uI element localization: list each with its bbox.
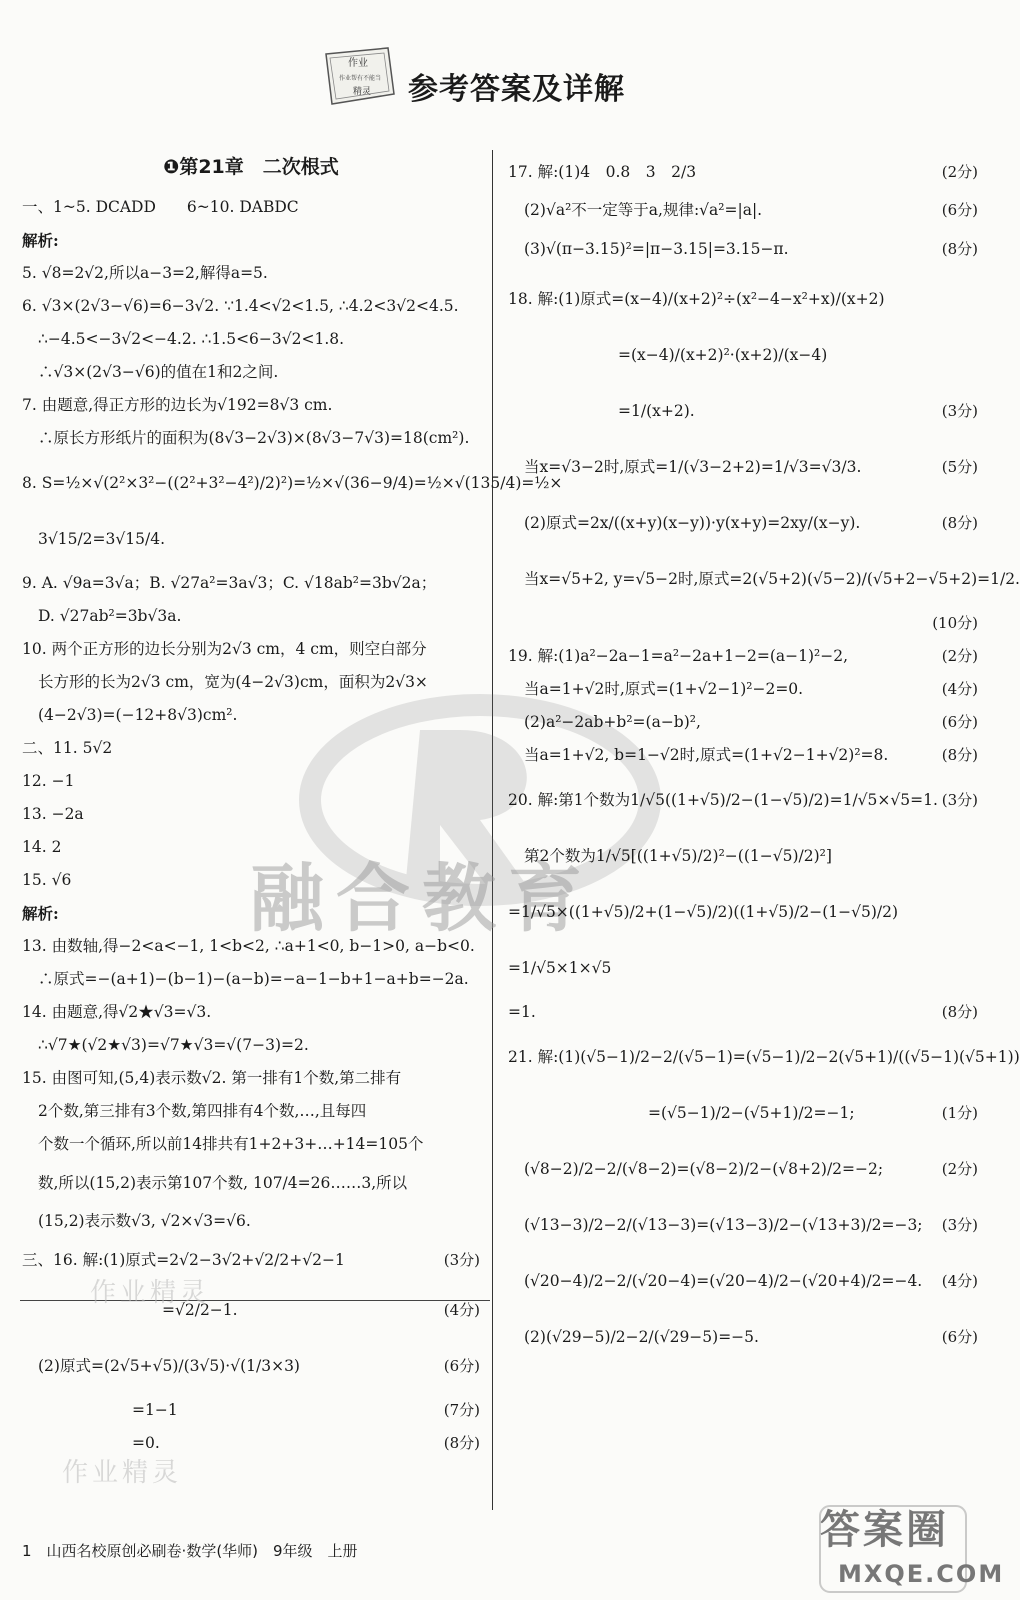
answer-line bbox=[22, 1128, 480, 1161]
answer-text: =(√5−1)/2−(√5+1)/2=−1; bbox=[648, 1104, 855, 1122]
answer-line bbox=[22, 567, 480, 600]
answer-line bbox=[22, 699, 480, 732]
score-mark: (3分) bbox=[941, 791, 978, 809]
answer-line bbox=[508, 996, 978, 1029]
answer-line bbox=[508, 150, 978, 194]
answer-text: 9. A. √9a=3√a；B. √27a²=3a√3；C. √18ab²=3b√2a； bbox=[22, 573, 437, 592]
score-mark: (6分) bbox=[941, 1328, 978, 1346]
homework-seal-icon bbox=[318, 44, 398, 110]
answer-line bbox=[22, 511, 480, 567]
answer-text: ∴√7★(√2★√3)=√7★√3=√(7−3)=2. bbox=[38, 1035, 309, 1054]
answer-line bbox=[508, 1029, 1020, 1085]
answer-text: 解析: bbox=[22, 230, 59, 250]
answer-line bbox=[22, 191, 480, 224]
answer-line bbox=[22, 732, 480, 765]
score-mark: (10分) bbox=[932, 614, 978, 632]
answer-line bbox=[22, 290, 480, 323]
answer-text: 14. 由题意,得√2★√3=√3. bbox=[22, 1002, 212, 1021]
answer-line bbox=[22, 633, 480, 666]
page-footer: 1 山西名校原创必刷卷·数学(华师) 9年级 上册 bbox=[22, 1542, 358, 1560]
answer-line bbox=[22, 897, 480, 930]
answer-text: 15. √6 bbox=[22, 870, 72, 889]
page-header bbox=[0, 38, 996, 128]
answer-text: 当a=1+√2, b=1−√2时,原式=(1+√2−1+√2)²=8. bbox=[524, 746, 889, 764]
answer-text: 12. −1 bbox=[22, 771, 75, 790]
score-mark: (4分) bbox=[941, 1272, 978, 1290]
answer-line bbox=[508, 194, 978, 227]
answer-text: =0. bbox=[132, 1433, 160, 1452]
right-column bbox=[508, 150, 1020, 1365]
seal-line-2: 作业帮有不能当 bbox=[338, 75, 382, 82]
corner-watermark-url: MXQE.COM bbox=[838, 1560, 1005, 1588]
answer-line bbox=[22, 666, 480, 699]
answer-text: 7. 由题意,得正方形的边长为√192=8√3 cm. bbox=[22, 395, 333, 414]
answer-line bbox=[22, 831, 480, 864]
score-mark: (6分) bbox=[941, 713, 978, 731]
answer-line bbox=[22, 422, 480, 455]
answer-line bbox=[22, 864, 480, 897]
score-mark: (4分) bbox=[443, 1300, 480, 1319]
answer-line bbox=[22, 224, 480, 257]
answer-line bbox=[22, 1338, 480, 1394]
score-mark: (3分) bbox=[941, 1216, 978, 1234]
score-mark: (2分) bbox=[941, 647, 978, 665]
answer-text: 第2个数为1/√5[((1+√5)/2)²−((1−√5)/2)²] bbox=[524, 847, 832, 865]
answer-line bbox=[508, 1197, 978, 1253]
answer-line bbox=[22, 600, 480, 633]
answer-text: 14. 2 bbox=[22, 837, 62, 856]
score-mark: (3分) bbox=[443, 1250, 480, 1269]
answer-line bbox=[508, 673, 978, 706]
chapter-title: ❶第21章 二次根式 bbox=[163, 156, 339, 178]
answer-line bbox=[22, 765, 480, 798]
answer-text: (√8−2)/2−2/(√8−2)=(√8−2)/2−(√8+2)/2=−2; bbox=[524, 1160, 884, 1178]
score-mark: (8分) bbox=[941, 514, 978, 532]
watermark-small-1: 作业精灵 bbox=[90, 1278, 211, 1308]
answer-line bbox=[22, 1394, 480, 1427]
answer-text: 三、16. 解:(1)原式=2√2−3√2+√2/2+√2−1 bbox=[22, 1250, 345, 1269]
answer-line bbox=[22, 257, 480, 290]
answer-text: 21. 解:(1)(√5−1)/2−2/(√5−1)=(√5−1)/2−2(√5+1)/((√5−1)(√5+1)) bbox=[508, 1048, 1020, 1066]
watermark-small-2: 作业精灵 bbox=[62, 1458, 183, 1488]
answer-text: 当x=√5+2, y=√5−2时,原式=2(√5+2)(√5−2)/(√5+2−√5+2)=1/2. bbox=[524, 570, 1020, 588]
answer-text: =1−1 bbox=[132, 1400, 178, 1419]
right-answer-list bbox=[508, 150, 1020, 1365]
answer-line bbox=[508, 383, 978, 439]
seal-line-1: 作业 bbox=[348, 58, 368, 69]
watermark-text: 融合教育 bbox=[250, 856, 594, 942]
answer-line bbox=[508, 607, 978, 640]
answer-line bbox=[508, 739, 978, 772]
answer-text: =(x−4)/(x+2)²·(x+2)/(x−4) bbox=[618, 346, 828, 364]
score-mark: (6分) bbox=[941, 201, 978, 219]
answer-text: 3√15/2=3√15/4. bbox=[38, 529, 166, 548]
answer-text: 15. 由图可知,(5,4)表示数√2. 第一排有1个数,第二排有 bbox=[22, 1068, 402, 1087]
score-mark: (8分) bbox=[941, 240, 978, 258]
answer-line bbox=[22, 455, 563, 511]
score-mark: (7分) bbox=[443, 1400, 480, 1419]
answer-text: (4−2√3)=(−12+8√3)cm². bbox=[38, 705, 238, 724]
answer-line bbox=[22, 996, 480, 1029]
score-mark: (2分) bbox=[941, 163, 978, 181]
answer-line bbox=[508, 551, 1020, 607]
answer-line bbox=[22, 1029, 480, 1062]
answer-text: 6. √3×(2√3−√6)=6−3√2. ∵1.4<√2<1.5, ∴4.2<3√2<4.5. bbox=[22, 296, 459, 315]
answer-line bbox=[508, 495, 978, 551]
answer-line bbox=[508, 828, 978, 884]
answer-text: (15,2)表示数√3, √2×√3=√6. bbox=[38, 1211, 251, 1230]
answer-line bbox=[508, 439, 978, 495]
answer-line bbox=[508, 1141, 978, 1197]
score-mark: (5分) bbox=[941, 458, 978, 476]
answer-line bbox=[22, 323, 480, 356]
answer-line bbox=[22, 963, 480, 996]
answer-text: 19. 解:(1)a²−2a−1=a²−2a+1−2=(a−1)²−2, bbox=[508, 647, 849, 665]
answer-text: 13. 由数轴,得−2<a<−1, 1<b<2, ∴a+1<0, b−1>0, a−b<0. bbox=[22, 936, 475, 955]
answer-text: =1/√5×1×√5 bbox=[508, 959, 612, 977]
answer-text: 20. 解:第1个数为1/√5((1+√5)/2−(1−√5)/2)=1/√5×√5=1. bbox=[508, 791, 938, 809]
answer-line bbox=[22, 1282, 480, 1338]
answer-line bbox=[508, 706, 978, 739]
answer-text: D. √27ab²=3b√3a. bbox=[38, 606, 182, 625]
answer-text: 一、1~5. DCADD 6~10. DABDC bbox=[22, 197, 299, 216]
score-mark: (1分) bbox=[941, 1104, 978, 1122]
answer-line bbox=[22, 1427, 480, 1460]
answer-text: 当x=√3−2时,原式=1/(√3−2+2)=1/√3=√3/3. bbox=[524, 458, 862, 476]
answer-text: (2)√a²不一定等于a,规律:√a²=|a|. bbox=[524, 201, 763, 219]
answer-line bbox=[22, 1161, 480, 1205]
answer-text: 个数一个循环,所以前14排共有1+2+3+…+14=105个 bbox=[38, 1134, 424, 1153]
answer-line bbox=[508, 327, 978, 383]
answer-line bbox=[508, 1309, 978, 1365]
answer-text: 17. 解:(1)4 0.8 3 2/3 bbox=[508, 163, 697, 181]
page-title: 参考答案及详解 bbox=[408, 72, 625, 107]
answer-text: =1. bbox=[508, 1003, 536, 1021]
answer-text: 二、11. 5√2 bbox=[22, 738, 113, 757]
answer-line bbox=[22, 1095, 480, 1128]
answer-line bbox=[22, 930, 480, 963]
answer-line bbox=[508, 1253, 978, 1309]
answer-line bbox=[22, 1062, 480, 1095]
answer-line bbox=[508, 772, 978, 828]
answer-text: ∴原长方形纸片的面积为(8√3−2√3)×(8√3−7√3)=18(cm²). bbox=[38, 428, 470, 447]
score-mark: (2分) bbox=[941, 1160, 978, 1178]
answer-text: 5. √8=2√2,所以a−3=2,解得a=5. bbox=[22, 263, 268, 282]
answer-text: (2)(√29−5)/2−2/(√29−5)=−5. bbox=[524, 1328, 759, 1346]
answer-text: ∴原式=−(a+1)−(b−1)−(a−b)=−a−1−b+1−a+b=−2a. bbox=[38, 969, 469, 988]
score-mark: (3分) bbox=[941, 402, 978, 420]
answer-text: (2)原式=2x/((x+y)(x−y))·y(x+y)=2xy/(x−y). bbox=[524, 514, 861, 532]
score-mark: (8分) bbox=[443, 1433, 480, 1452]
answer-text: ∴−4.5<−3√2<−4.2. ∴1.5<6−3√2<1.8. bbox=[38, 329, 345, 348]
answer-text: (√20−4)/2−2/(√20−4)=(√20−4)/2−(√20+4)/2=−4. bbox=[524, 1272, 923, 1290]
answer-text: (√13−3)/2−2/(√13−3)=(√13−3)/2−(√13+3)/2=−3; bbox=[524, 1216, 923, 1234]
answer-line bbox=[508, 640, 978, 673]
corner-watermark-text: 答案圈 bbox=[820, 1507, 949, 1553]
answer-line bbox=[508, 271, 978, 327]
answer-text: =1/√5×((1+√5)/2+(1−√5)/2)((1+√5)/2−(1−√5)/2) bbox=[508, 903, 899, 921]
answer-line bbox=[508, 940, 978, 996]
answer-line bbox=[508, 227, 978, 271]
answer-text: =√2/2−1. bbox=[162, 1300, 238, 1319]
score-mark: (4分) bbox=[941, 680, 978, 698]
answer-text: =1/(x+2). bbox=[618, 402, 695, 420]
answer-line bbox=[508, 1085, 978, 1141]
answer-text: (2)原式=(2√5+√5)/(3√5)·√(1/3×3) bbox=[38, 1356, 300, 1375]
answer-text: 13. −2a bbox=[22, 804, 84, 823]
answer-text: 2个数,第三排有3个数,第四排有4个数,…,且每四 bbox=[38, 1101, 367, 1120]
score-mark: (8分) bbox=[941, 1003, 978, 1021]
answer-line bbox=[22, 798, 480, 831]
answer-text: ∴√3×(2√3−√6)的值在1和2之间. bbox=[38, 362, 279, 381]
answer-text: 10. 两个正方形的边长分别为2√3 cm，4 cm，则空白部分 bbox=[22, 639, 427, 658]
answer-line bbox=[508, 884, 978, 940]
answer-text: 解析: bbox=[22, 903, 59, 923]
answer-text: 8. S=½×√(2²×3²−((2²+3²−4²)/2)²)=½×√(36−9/4)=½×√(135/4)=½× bbox=[22, 473, 563, 492]
seal-line-3: 精灵 bbox=[352, 87, 372, 97]
answer-text: 长方形的长为2√3 cm，宽为(4−2√3)cm，面积为2√3× bbox=[38, 672, 428, 691]
answer-text: 18. 解:(1)原式=(x−4)/(x+2)²÷(x²−4−x²+x)/(x+2) bbox=[508, 290, 885, 308]
answer-text: 当a=1+√2时,原式=(1+√2−1)²−2=0. bbox=[524, 680, 804, 698]
answer-text: (2)a²−2ab+b²=(a−b)², bbox=[524, 713, 701, 731]
answer-line bbox=[22, 1205, 480, 1238]
score-mark: (8分) bbox=[941, 746, 978, 764]
answer-line bbox=[22, 356, 480, 389]
answer-text: (3)√(π−3.15)²=|π−3.15|=3.15−π. bbox=[524, 240, 789, 258]
answer-text: 数,所以(15,2)表示第107个数, 107/4=26……3,所以 bbox=[38, 1173, 408, 1192]
answer-line bbox=[22, 389, 480, 422]
score-mark: (6分) bbox=[443, 1356, 480, 1375]
answer-line bbox=[22, 1238, 480, 1282]
